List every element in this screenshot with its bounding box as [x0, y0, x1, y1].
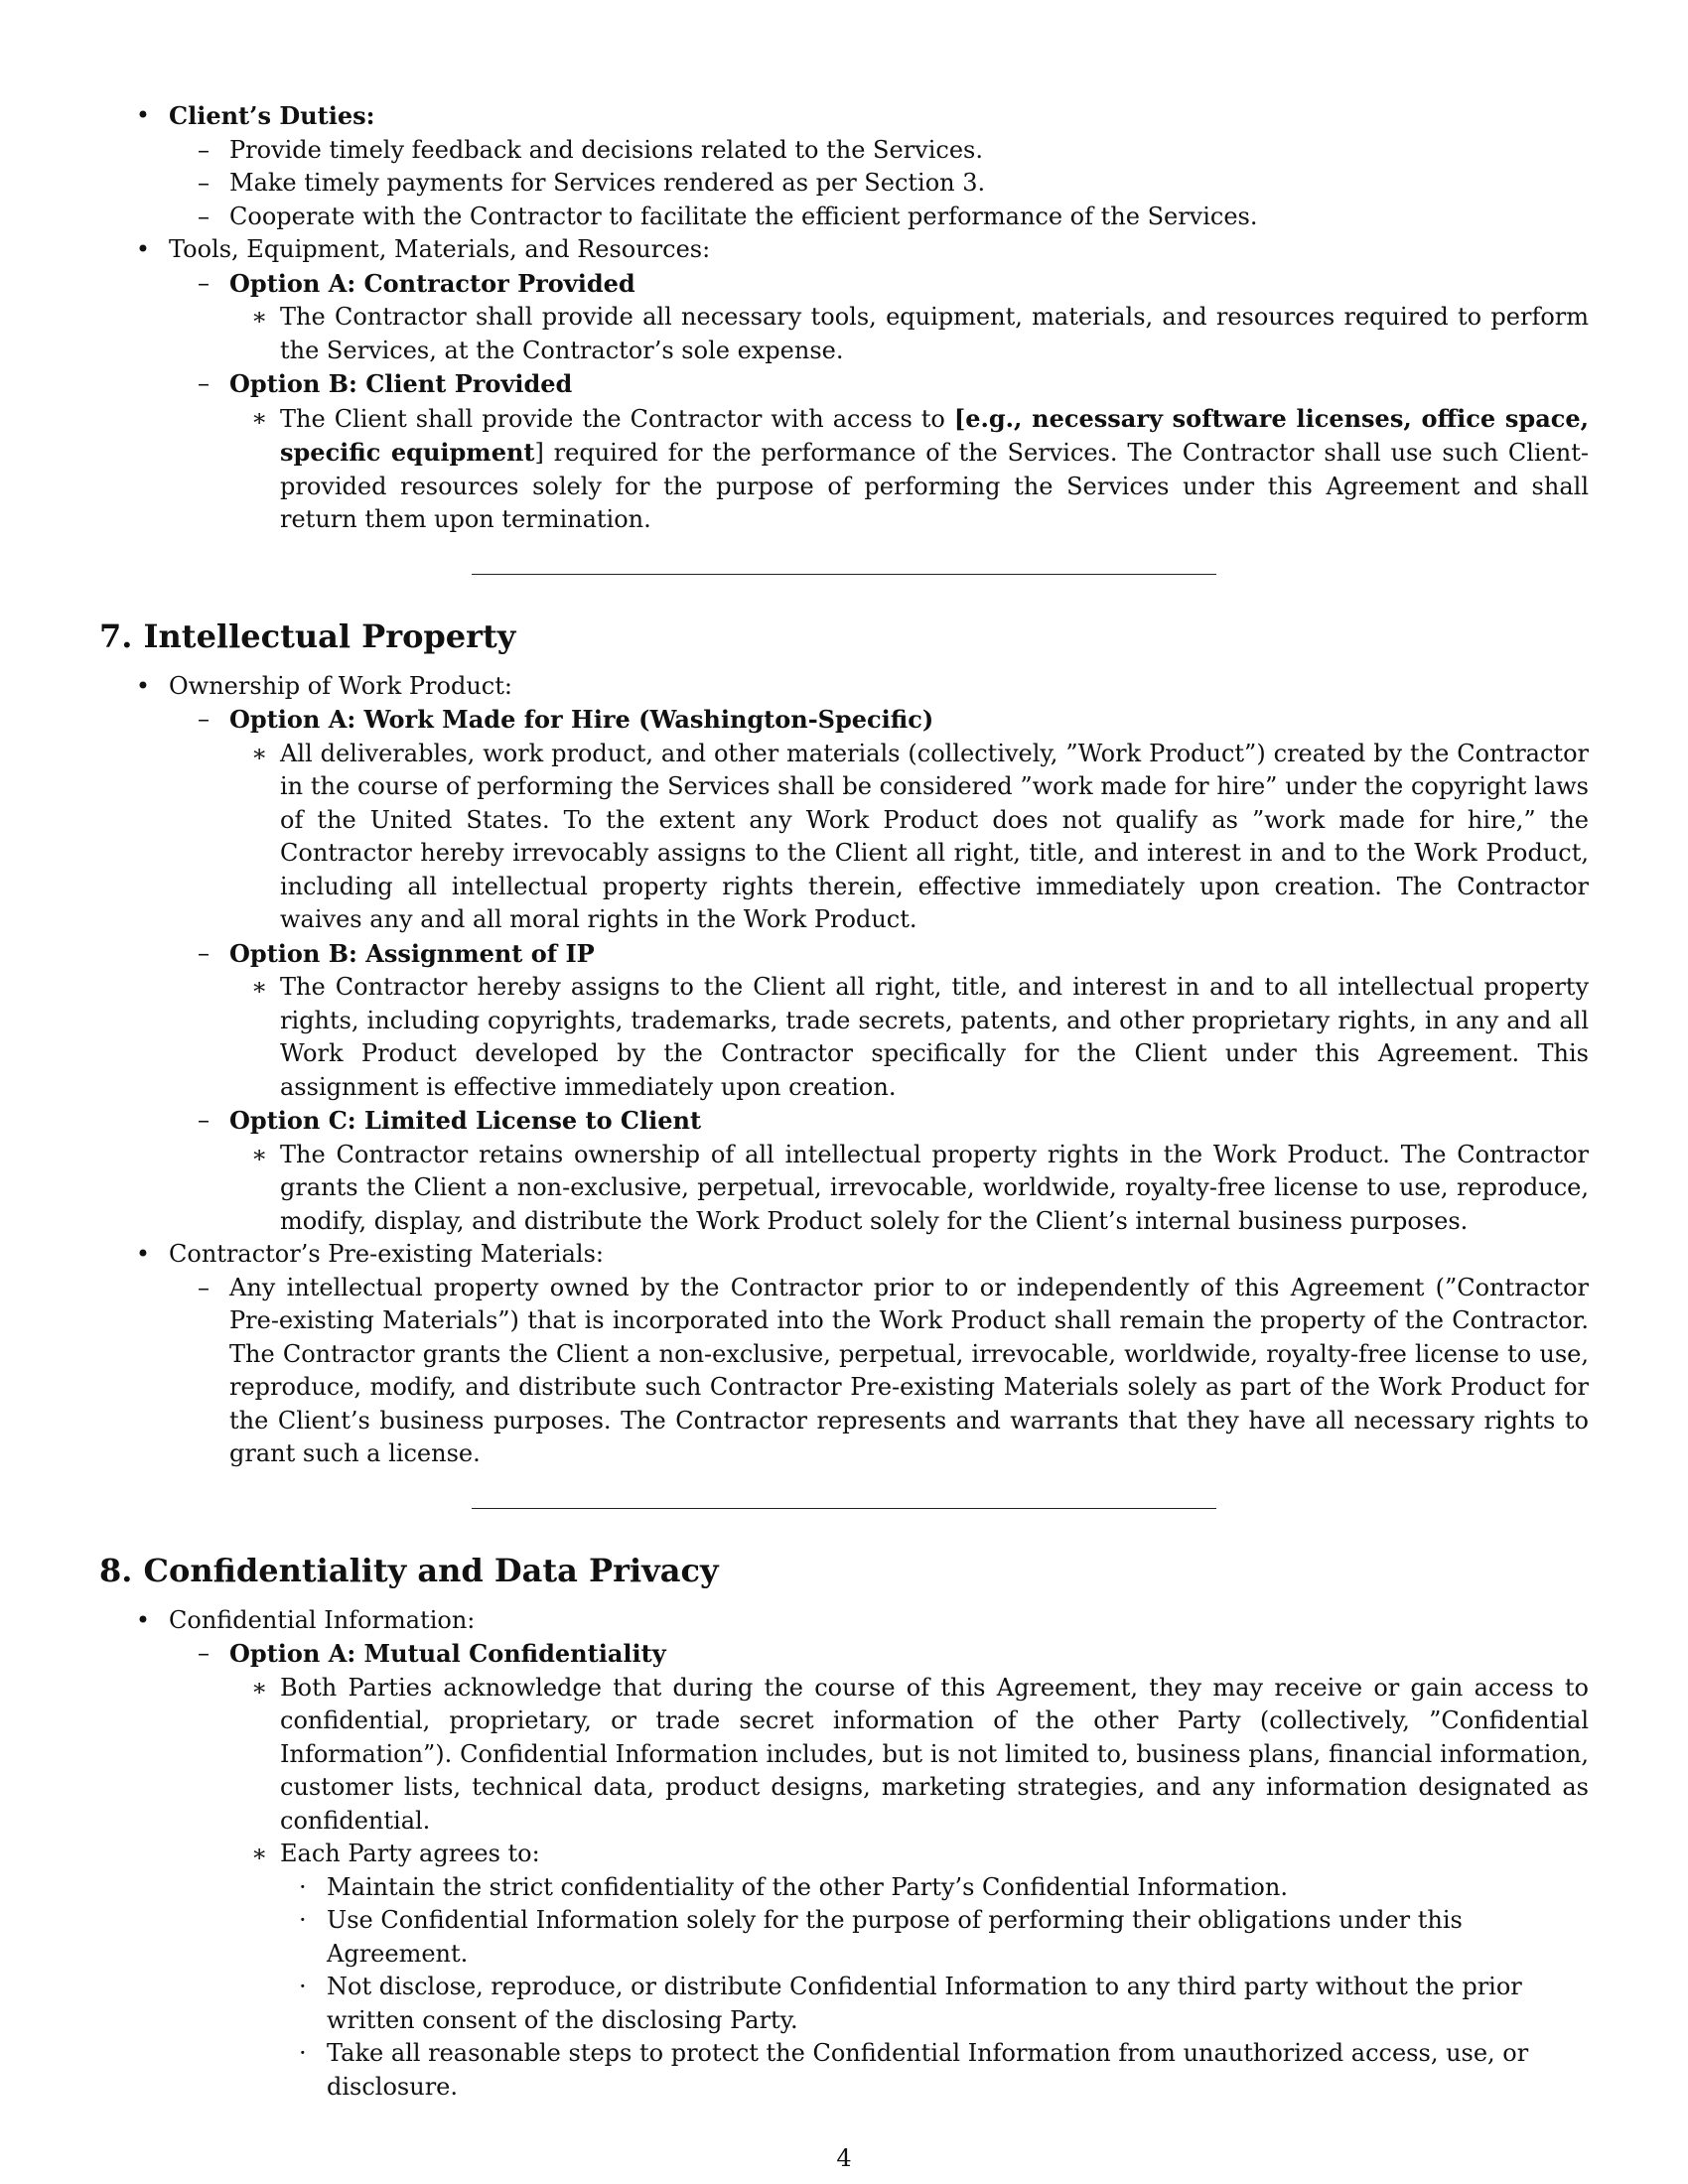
- list-item: [169, 367, 1589, 537]
- preexisting-text: Any intellectual property owned by the Contractor prior to or independently of this Agreement (”Contractor Pre-existing Materials”) that is incorporated into the Work Product shall remain the property of the Contractor. The Contractor grants the Client a non-exclusive, perpetual, irrevocable, worldwide, royalty-free license to use, reproduce, modify, and distribute such Contractor Pre-existing Materials solely as part of the Work Product for the Client’s business purposes. The Contractor represents and warrants that they have all necessary rights to grant such a license.: [229, 1273, 1589, 1467]
- section-number: 7.: [99, 616, 133, 655]
- dash-icon: –: [198, 1639, 210, 1667]
- asterisk-icon: ∗: [251, 403, 268, 432]
- list-item: [169, 267, 1589, 368]
- dot-icon: ·: [299, 1973, 307, 2000]
- option-label: Option C: Limited License to Client: [229, 1106, 702, 1135]
- section-divider: [472, 1508, 1216, 1509]
- list-item: [229, 738, 1589, 937]
- dot-icon: ·: [299, 1906, 307, 1934]
- asterisk-icon: ∗: [251, 739, 268, 767]
- list-item: [99, 1604, 1589, 2105]
- bullet-icon: •: [135, 1605, 151, 1634]
- option-label: Option B: Client Provided: [229, 369, 573, 398]
- asterisk-icon: ∗: [251, 973, 268, 1001]
- list-item: [229, 301, 1589, 367]
- list-item: [169, 703, 1589, 937]
- option-label: Option A: Work Made for Hire (Washington-Specific): [229, 705, 934, 734]
- list-item: [169, 1272, 1589, 1471]
- option-label: Option A: Contractor Provided: [229, 268, 635, 298]
- list-item: [229, 971, 1589, 1104]
- option-label: Option A: Mutual Confidentiality: [229, 1639, 666, 1668]
- list-item: [280, 2037, 1589, 2104]
- list-item: [169, 937, 1589, 1105]
- duty-item: Cooperate with the Contractor to facilitate the efficient performance of the Services.: [229, 202, 1258, 230]
- agree-item: Maintain the strict confidentiality of the other Party’s Confidential Information.: [327, 1872, 1288, 1901]
- dash-icon: –: [198, 705, 210, 733]
- ownership-label: Ownership of Work Product:: [169, 671, 512, 700]
- bullet-icon: •: [135, 671, 151, 700]
- section-title: Confidentiality and Data Privacy: [143, 1551, 719, 1589]
- section-heading: [99, 616, 1589, 656]
- list-item: [99, 1238, 1589, 1471]
- option-text: All deliverables, work product, and other materials (collectively, ”Work Product”) created by the Contractor in the course of performing the Services shall be considered ”work made for hire” under the copyright laws of the United States. To the extent any Work Product does not qualify as ”work made for hire,” the Contractor hereby irrevocably assigns to the Client all right, title, and interest in and to the Work Product, including all intellectual property rights therein, effective immediately upon creation. The Contractor waives any and all moral rights in the Work Product.: [280, 739, 1589, 933]
- asterisk-icon: ∗: [251, 303, 268, 331]
- section-heading: [99, 1551, 1589, 1590]
- agree-item: Not disclose, reproduce, or distribute Confidential Information to any third party without the prior written consent of the disclosing Party.: [327, 1973, 1522, 2034]
- option-text-post: ] required for the performance of the Services. The Contractor shall use such Client-provided resources solely for the purpose of performing the Services under this Agreement and shall return them upon termination.: [280, 439, 1589, 533]
- agree-item: Use Confidential Information solely for the purpose of performing their obligations under this Agreement.: [327, 1906, 1463, 1968]
- dash-icon: –: [198, 369, 210, 397]
- bullet-icon: •: [135, 235, 151, 263]
- list-item: [280, 1904, 1589, 1971]
- page-number: 4: [836, 2144, 852, 2172]
- list-item: [169, 1637, 1589, 2104]
- ip-list: [99, 670, 1589, 1471]
- section-number: 8.: [99, 1551, 133, 1589]
- list-item: [229, 402, 1589, 537]
- dot-icon: ·: [299, 1872, 307, 1901]
- dash-icon: –: [198, 169, 210, 197]
- bullet-icon: •: [135, 1240, 151, 1268]
- list-item: [229, 1139, 1589, 1239]
- asterisk-icon: ∗: [251, 1140, 268, 1168]
- page-content: [99, 99, 1589, 2104]
- option-text: Both Parties acknowledge that during the course of this Agreement, they may receive or gain access to confidential, proprietary, or trade secret information of the other Party (collectively, ”Confidential Information”). Confidential Information includes, but is not limited to, business plans, financial information, customer lists, technical data, product designs, marketing strategies, and any information designated as confidential.: [280, 1673, 1589, 1835]
- dash-icon: –: [198, 268, 210, 297]
- preexisting-label: Contractor’s Pre-existing Materials:: [169, 1240, 604, 1268]
- dash-icon: –: [198, 202, 210, 230]
- duty-item: Provide timely feedback and decisions related to the Services.: [229, 135, 983, 164]
- confidential-label: Confidential Information:: [169, 1605, 476, 1634]
- list-item: [229, 1838, 1589, 2104]
- dash-icon: –: [198, 135, 210, 164]
- dash-icon: –: [198, 938, 210, 967]
- tools-label: Tools, Equipment, Materials, and Resources:: [169, 235, 711, 263]
- dash-icon: –: [198, 1106, 210, 1134]
- option-text-bold: [e.g., necessary software licenses, office space, specific equipment: [280, 403, 1589, 467]
- asterisk-icon: ∗: [251, 1840, 268, 1867]
- list-item: [99, 233, 1589, 537]
- asterisk-icon: ∗: [251, 1673, 268, 1702]
- section-divider: [472, 574, 1216, 575]
- list-item: [99, 670, 1589, 1239]
- section-title: Intellectual Property: [143, 616, 516, 655]
- dot-icon: ·: [299, 2039, 307, 2067]
- clients-duties-label: Client’s Duties:: [169, 101, 375, 130]
- list-item: [169, 201, 1589, 234]
- list-item: [229, 1672, 1589, 1839]
- option-text-pre: The Client shall provide the Contractor with access to: [280, 404, 954, 433]
- option-text: The Contractor shall provide all necessary tools, equipment, materials, and resources required to perform the Services, at the Contractor’s sole expense.: [280, 303, 1589, 364]
- agrees-label: Each Party agrees to:: [280, 1840, 540, 1867]
- dash-icon: –: [198, 1273, 210, 1301]
- option-text: The Contractor hereby assigns to the Client all right, title, and interest in and to all intellectual property rights, including copyrights, trademarks, trade secrets, patents, and other proprietary rights, in any and all Work Product developed by the Contractor specifically for the Client under this Agreement. This assignment is effective immediately upon creation.: [280, 973, 1589, 1101]
- duties-list: [99, 99, 1589, 537]
- confidentiality-list: [99, 1604, 1589, 2105]
- list-item: [280, 1971, 1589, 2037]
- option-text: The Contractor retains ownership of all intellectual property rights in the Work Product. The Contractor grants the Client a non-exclusive, perpetual, irrevocable, worldwide, royalty-free license to use, reproduce, modify, display, and distribute the Work Product solely for the Client’s internal business purposes.: [280, 1140, 1589, 1235]
- agree-item: Take all reasonable steps to protect the Confidential Information from unauthorized access, use, or disclosure.: [327, 2039, 1529, 2101]
- bullet-icon: •: [135, 101, 151, 129]
- list-item: [280, 1871, 1589, 1905]
- duty-item: Make timely payments for Services rendered as per Section 3.: [229, 169, 986, 197]
- list-item: [169, 1104, 1589, 1238]
- option-label: Option B: Assignment of IP: [229, 938, 595, 968]
- list-item: [169, 134, 1589, 168]
- list-item: [99, 99, 1589, 233]
- list-item: [169, 167, 1589, 201]
